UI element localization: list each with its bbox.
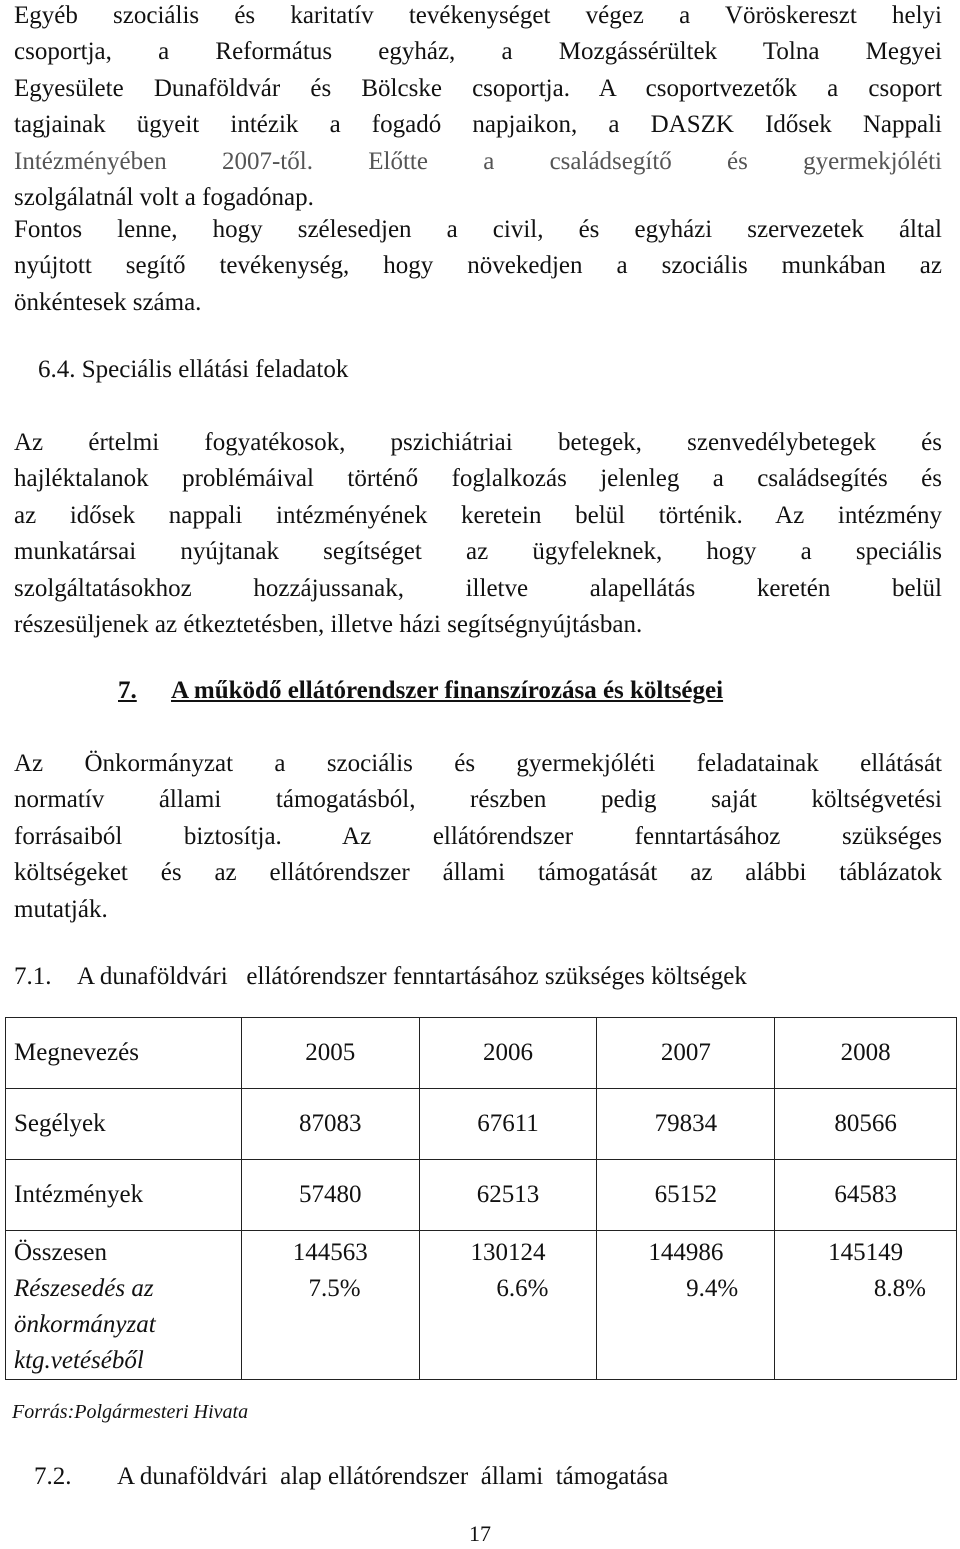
section-heading-7-1-title: A dunaföldvári ellátórendszer fenntartásához szükséges költségek — [77, 963, 747, 990]
table-cell: Intézmények — [6, 1160, 242, 1231]
paragraph-civil-groups — [14, 0, 942, 216]
table-cell: 65152 — [597, 1160, 775, 1231]
share-value: 6.6% — [496, 1275, 549, 1302]
table-header-cell: 2007 — [597, 1018, 775, 1089]
text-line: Egyéb szociális és karitatív tevékenységet végez a Vöröskereszt helyi — [14, 2, 942, 29]
table-cell: 130124 — [419, 1231, 597, 1272]
table-row-share — [6, 1271, 957, 1380]
table-cell: 64583 — [775, 1160, 957, 1231]
paragraph-special-care — [14, 425, 942, 643]
paragraph-volunteers — [14, 212, 942, 321]
table-row — [6, 1160, 957, 1231]
text-line: nyújtott segítő tevékenység, hogy növekedjen a szociális munkában az — [14, 252, 942, 280]
paragraph-financing — [14, 746, 942, 928]
table-cell: Összesen — [6, 1231, 242, 1272]
table-cell: 57480 — [241, 1160, 419, 1231]
table-header-cell: Megnevezés — [6, 1018, 242, 1089]
table-cell: 145149 — [775, 1231, 957, 1272]
text-line: Egyesülete Dunaföldvár és Bölcske csoportja. A csoportvezetők a csoport — [14, 74, 942, 102]
text-line: szolgáltatásokhoz hozzájussanak, illetve alapellátás keretén belül — [14, 574, 942, 602]
section-heading-7-1-number: 7.1. — [14, 963, 52, 990]
text-line: tagjainak ügyeit intézik a fogadó napjaikon, a DASZK Idősek Nappali — [14, 111, 942, 139]
table-source-note: Forrás:Polgármesteri Hivata — [12, 1401, 249, 1423]
text-line: az idősek nappali intézményének keretein belül történik. Az intézmény — [14, 501, 942, 529]
table-row-total — [6, 1231, 957, 1272]
text-line: Az értelmi fogyatékosok, pszichiátriai betegek, szenvedélybetegek és — [14, 429, 942, 456]
section-heading-7-2-title: A dunaföldvári alap ellátórendszer állami támogatása — [117, 1463, 669, 1490]
section-heading-7-title: A működő ellátórendszer finanszírozása és költségei — [171, 677, 724, 704]
table-cell: 144986 — [597, 1231, 775, 1272]
text-line: mutatják. — [14, 895, 108, 923]
text-line: részesüljenek az étkeztetésben, illetve házi segítségnyújtásban. — [14, 610, 643, 638]
share-value: 8.8% — [873, 1275, 926, 1302]
share-label-line: önkormányzat — [14, 1311, 156, 1338]
text-line: Fontos lenne, hogy szélesedjen a civil, és egyházi szervezetek által — [14, 216, 942, 243]
text-line: munkatársai nyújtanak segítséget az ügyfeleknek, hogy a speciális — [14, 538, 942, 566]
share-label-line: Részesedés az — [14, 1275, 154, 1302]
text-line: Az Önkormányzat a szociális és gyermekjóléti feladatainak ellátását — [14, 750, 942, 777]
table-header-cell: 2006 — [419, 1018, 597, 1089]
costs-table — [5, 1017, 957, 1380]
text-line: Intézményében 2007-től. Előtte a családsegítő és gyermekjóléti — [14, 147, 942, 175]
table-header-cell: 2005 — [241, 1018, 419, 1089]
share-value: 9.4% — [686, 1275, 739, 1302]
table-cell — [241, 1271, 419, 1380]
table-cell: 87083 — [241, 1089, 419, 1160]
page-number: 17 — [469, 1521, 491, 1546]
table-header-cell: 2008 — [775, 1018, 957, 1089]
table-cell — [597, 1271, 775, 1380]
section-heading-6-4: 6.4. Speciális ellátási feladatok — [38, 356, 349, 383]
text-line: forrásaiból biztosítja. Az ellátórendszer fenntartásához szükséges — [14, 822, 942, 850]
section-heading-7-2-number: 7.2. — [34, 1463, 72, 1490]
table-cell — [419, 1271, 597, 1380]
share-label-line: ktg.vetéséből — [14, 1347, 144, 1374]
table-header-row — [6, 1018, 957, 1089]
table-cell: 62513 — [419, 1160, 597, 1231]
table-cell: 67611 — [419, 1089, 597, 1160]
table-cell — [775, 1271, 957, 1380]
table-cell-share-label — [6, 1271, 242, 1380]
table-cell: 79834 — [597, 1089, 775, 1160]
table-cell: 144563 — [241, 1231, 419, 1272]
share-value: 7.5% — [308, 1275, 361, 1302]
text-line: költségeket és az ellátórendszer állami támogatását az alábbi táblázatok — [14, 859, 942, 887]
table-cell: 80566 — [775, 1089, 957, 1160]
section-heading-7-number: 7. — [118, 677, 137, 704]
table-row — [6, 1089, 957, 1160]
text-line: hajléktalanok problémáival történő foglalkozás jelenleg a családsegítés és — [14, 465, 942, 493]
text-line: normatív állami támogatásból, részben pedig saját költségvetési — [14, 786, 942, 814]
text-line: szolgálatnál volt a fogadónap. — [14, 183, 314, 211]
text-line: önkéntesek száma. — [14, 288, 202, 316]
text-line: csoportja, a Református egyház, a Mozgássérültek Tolna Megyei — [14, 38, 942, 66]
table-cell: Segélyek — [6, 1089, 242, 1160]
